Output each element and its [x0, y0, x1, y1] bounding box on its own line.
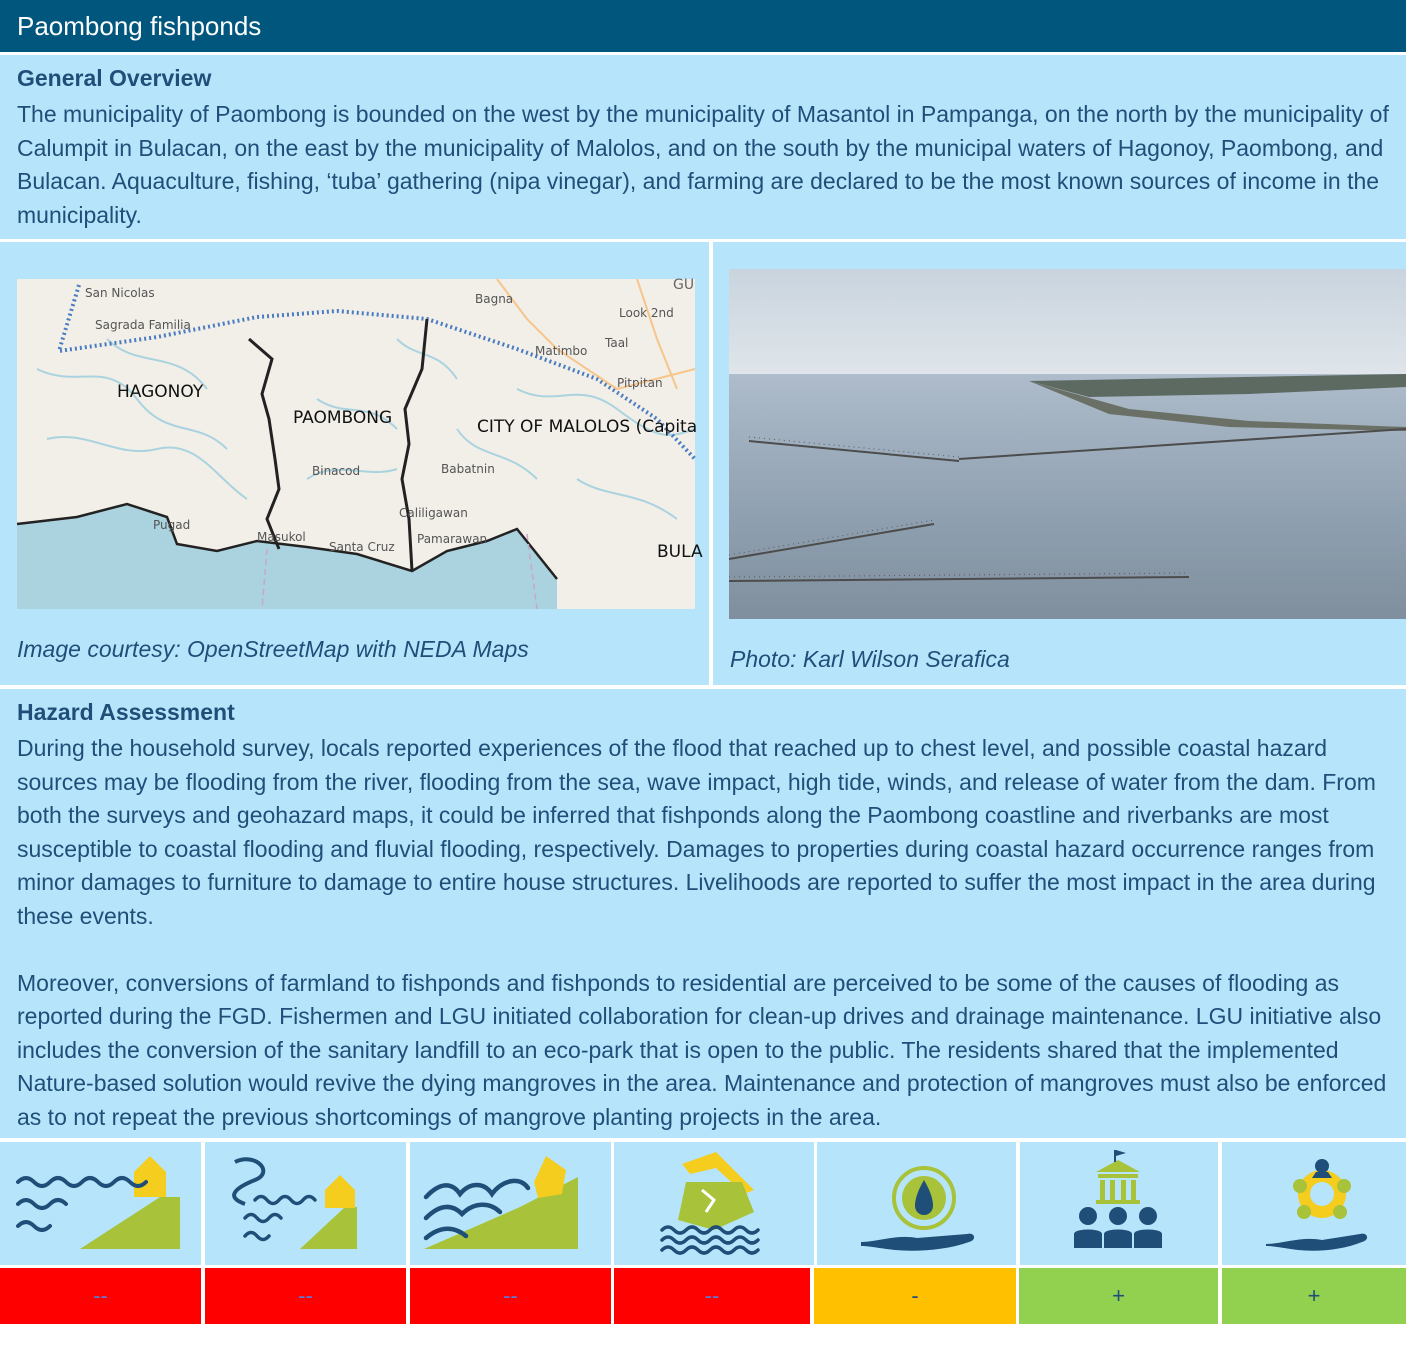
map-label-bula: BULA [657, 542, 703, 562]
rating-house-damage: -- [614, 1268, 810, 1324]
general-overview-section [0, 55, 1406, 239]
map-label-pitpitan: Pitpitan [617, 376, 663, 390]
overview-heading: General Overview [17, 65, 212, 91]
map-label-masukol: Masukol [257, 530, 306, 544]
map-label-santacruz: Santa Cruz [329, 540, 395, 554]
rating-water-resource: - [814, 1268, 1016, 1324]
water-resource-icon [817, 1142, 1016, 1265]
hazard-heading: Hazard Assessment [17, 699, 235, 725]
map-label-hagonoy: HAGONOY [117, 382, 204, 402]
hazard-icons-row [0, 1142, 1406, 1265]
hazard-paragraph: Moreover, conversions of farmland to fishponds and fishponds to residential are perceived to be some of the causes of flooding as reported during the FGD. Fishermen and LGU initiated collaboration for clean-up drives and drainage maintenance. LGU initiative also includes the conversion of the sanitary landfill to an eco-park that is open to the public. The residents shared that the implemented Nature-based solution would revive the dying mangroves in the area. Maintenance and protection of mangroves must also be enforced as to not repeat the previous shortcomings of mangrove planting projects in the area. [17, 969, 1387, 1130]
rating-river-flooding: -- [205, 1268, 406, 1324]
governance-community-icon [1020, 1142, 1218, 1265]
coastal-flooding-icon [0, 1142, 201, 1265]
map-label-san-nicolas: San Nicolas [85, 286, 155, 300]
map-label-look2nd: Look 2nd [619, 306, 674, 320]
rating-coastal-flooding: -- [0, 1268, 201, 1324]
hazard-assessment-section [0, 689, 1406, 1138]
page-title: Paombong fishponds [0, 0, 1406, 52]
map-label-paombong: PAOMBONG [293, 408, 393, 428]
map-label-pugad: Pugad [153, 518, 191, 532]
house-damage-icon [614, 1142, 814, 1265]
map-caption: Image courtesy: OpenStreetMap with NEDA Maps [17, 636, 529, 662]
photo-cell [713, 242, 1406, 685]
rating-governance: + [1019, 1268, 1218, 1324]
map-cell [0, 242, 709, 685]
wave-impact-icon [410, 1142, 611, 1265]
map-label-malolos: CITY OF MALOLOS (Capita [477, 417, 698, 437]
map-label-matimbo: Matimbo [535, 344, 588, 358]
hazard-ratings-row [0, 1268, 1406, 1324]
hazard-paragraph: During the household survey, locals reported experiences of the flood that reached up to chest level, and possible coastal hazard sources may be flooding from the river, flooding from the sea, wave impact, high tide, winds, and release of water from the dam. From both the surveys and geohazard maps, it could be inferred that fishponds along the Paombong coastline and riverbanks are most susceptible to coastal flooding and fluvial flooding, respectively. Damages to properties during coastal hazard occurrence ranges from minor damages to furniture to damage to entire house structures. Livelihoods are reported to suffer the most impact in the area during these events. [17, 735, 1376, 929]
map-label-binacod: Binacod [312, 464, 361, 478]
photo-caption: Photo: Karl Wilson Serafica [730, 646, 1010, 672]
rating-collaboration: + [1222, 1268, 1406, 1324]
map-label-caliligawan: Caliligawan [399, 506, 468, 520]
location-map [17, 277, 703, 609]
overview-text: The municipality of Paombong is bounded on the west by the municipality of Masantol in Pampanga, on the north by the municipality of Calumpit in Bulacan, on the east by the municipality of Malolos, and on the south by the municipal waters of Hagonoy, Paombong, and Bulacan. Aquaculture, fishing, ‘tuba’ gathering (nipa vinegar), and farming are declared to be the most known sources of income in the municipality. [17, 101, 1389, 228]
map-label-gu: GU [673, 277, 695, 293]
map-label-babatnin: Babatnin [441, 462, 495, 476]
social-collaboration-icon [1222, 1142, 1406, 1265]
map-label-sagrada: Sagrada Familia [95, 318, 191, 332]
fishpond-photo [729, 269, 1406, 619]
river-flooding-icon [205, 1142, 406, 1265]
map-label-taal: Taal [605, 336, 629, 350]
map-label-pamarawan: Pamarawan [417, 532, 488, 546]
map-label-bagna: Bagna [475, 292, 514, 306]
rating-wave-impact: -- [410, 1268, 611, 1324]
